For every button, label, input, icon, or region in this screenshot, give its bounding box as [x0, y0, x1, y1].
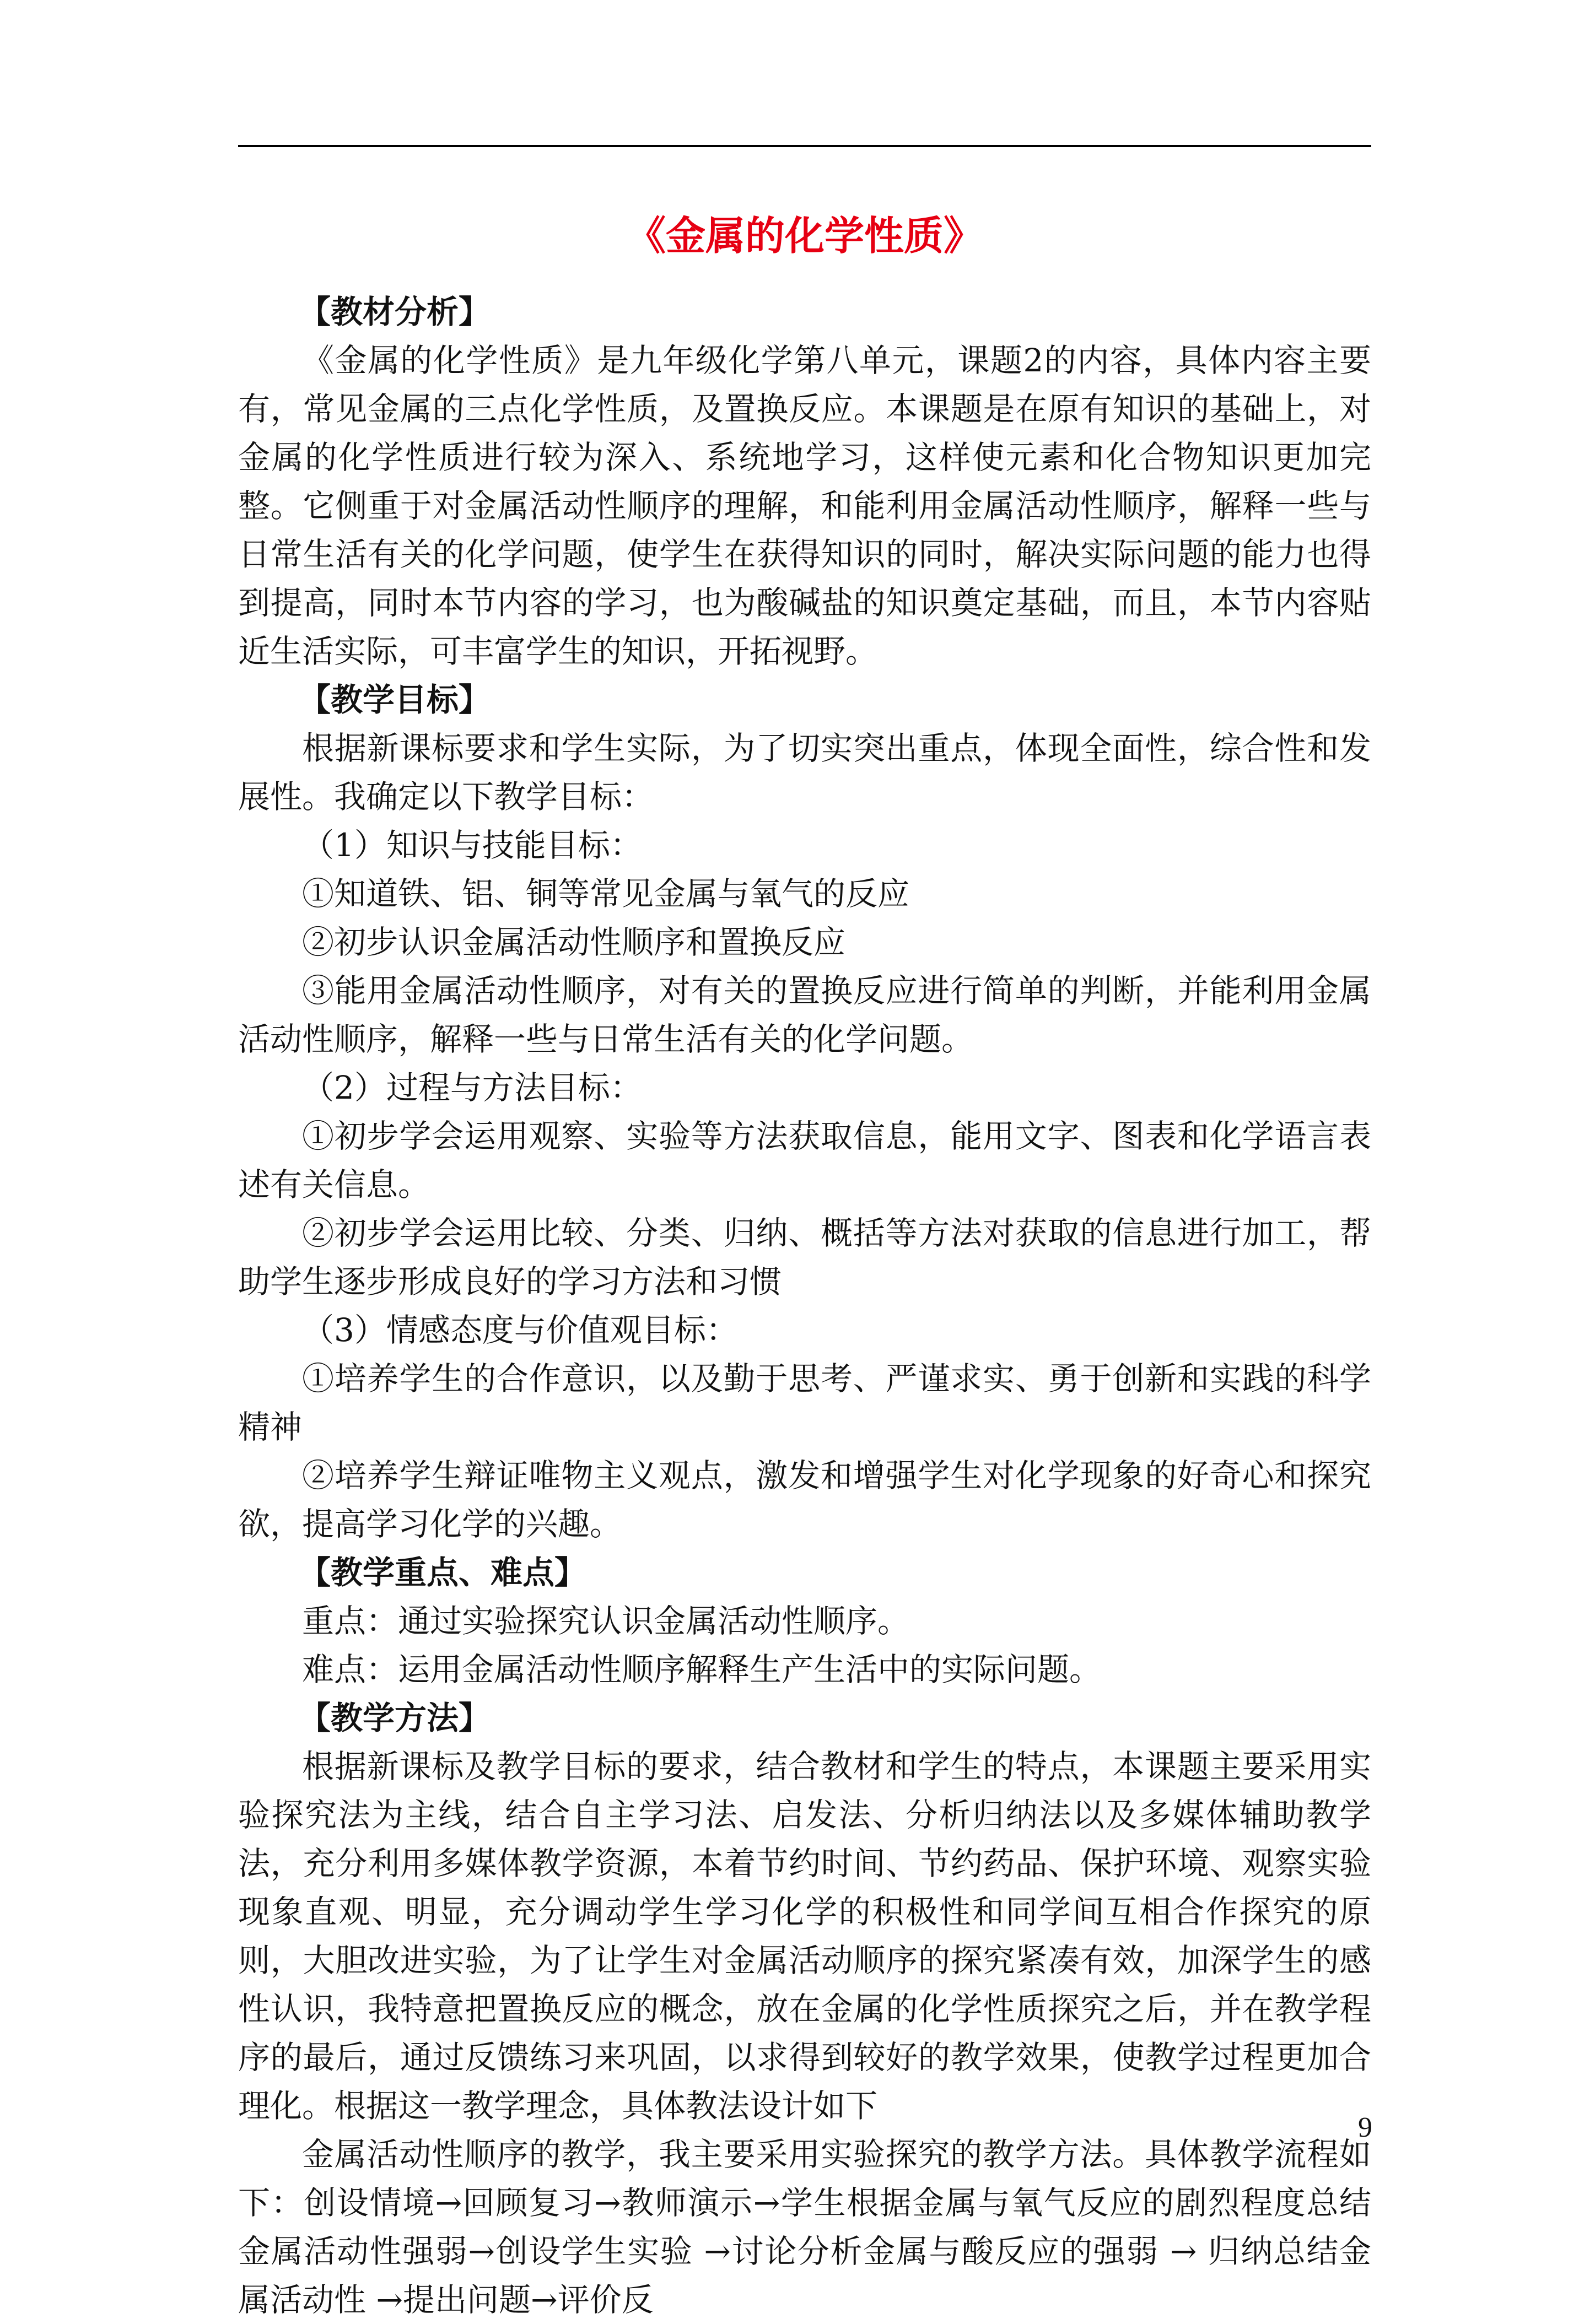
analysis-paragraph: 《金属的化学性质》是九年级化学第八单元，课题2的内容，具体内容主要有，常见金属的三点化学性质，及置换反应。本课题是在原有知识的基础上，对金属的化学性质进行较为深入、系统地学习，这样使元素和化合物知识更加完整。它侧重于对金属活动性顺序的理解，和能利用金属活动性顺序，解释一些与日常生活有关的化学问题，使学生在获得知识的同时，解决实际问题的能力也得到提高，同时本节内容的学习，也为酸碱盐的知识奠定基础，而且，本节内容贴近生活实际，可丰富学生的知识，开拓视野。	[238, 342, 1371, 670]
key-point: 重点：通过实验探究认识金属活动性顺序。	[302, 1602, 910, 1640]
objective-attitude-title: （3）情感态度与价值观目标：	[302, 1311, 738, 1349]
difficult-point: 难点：运用金属活动性顺序解释生产生活中的实际问题。	[302, 1651, 1102, 1688]
objective-item: ①初步学会运用观察、实验等方法获取信息，能用文字、图表和化学语言表述有关信息。	[238, 1117, 1371, 1203]
objective-item: ②初步学会运用比较、分类、归纳、概括等方法对获取的信息进行加工，帮助学生逐步形成良好的学习方法和习惯	[238, 1214, 1371, 1300]
objective-item: ②初步认识金属活动性顺序和置换反应	[302, 923, 846, 961]
methods-flow-paragraph: 金属活动性顺序的教学，我主要采用实验探究的教学方法。具体教学流程如下：创设情境→回顾复习→教师演示→学生根据金属与氧气反应的剧烈程度总结金属活动性强弱→创设学生实验 →讨论分析金属与酸反应的强弱 → 归纳总结金属活动性 →提出问题→评价反	[238, 2136, 1371, 2318]
document-body	[238, 288, 1371, 2324]
objective-item: ③能用金属活动性顺序，对有关的置换反应进行简单的判断，并能利用金属活动性顺序，解释一些与日常生活有关的化学问题。	[238, 972, 1371, 1058]
section-heading-methods: 【教学方法】	[299, 1699, 491, 1737]
objective-item: ①知道铁、铝、铜等常见金属与氧气的反应	[302, 875, 910, 912]
objective-process-title: （2）过程与方法目标：	[302, 1069, 642, 1106]
objective-item: ②培养学生辩证唯物主义观点，激发和增强学生对化学现象的好奇心和探究欲，提高学习化学的兴趣。	[238, 1457, 1371, 1543]
objective-knowledge-title: （1）知识与技能目标：	[302, 826, 642, 864]
section-heading-objectives: 【教学目标】	[299, 681, 491, 718]
methods-paragraph: 根据新课标及教学目标的要求，结合教材和学生的特点，本课题主要采用实验探究法为主线，结合自主学习法、启发法、分析归纳法以及多媒体辅助教学法，充分利用多媒体教学资源，本着节约时间、节约药品、保护环境、观察实验现象直观、明显，充分调动学生学习化学的积极性和同学间互相合作探究的原则，大胆改进实验，为了让学生对金属活动顺序的探究紧凑有效，加深学生的感性认识，我特意把置换反应的概念，放在金属的化学性质探究之后，并在教学程序的最后，通过反馈练习来巩固，以求得到较好的教学效果，使教学过程更加合理化。根据这一教学理念，具体教法设计如下	[238, 1748, 1371, 2125]
document-title: 《金属的化学性质》	[626, 212, 983, 259]
header-rule	[238, 145, 1371, 147]
section-heading-analysis: 【教材分析】	[299, 293, 491, 331]
objectives-intro: 根据新课标要求和学生实际，为了切实突出重点，体现全面性，综合性和发展性。我确定以下教学目标：	[238, 729, 1371, 815]
section-heading-key-points: 【教学重点、难点】	[299, 1554, 587, 1591]
objective-item: ①培养学生的合作意识，以及勤于思考、严谨求实、勇于创新和实践的科学精神	[238, 1360, 1371, 1446]
page-number: 9	[1358, 2112, 1372, 2143]
